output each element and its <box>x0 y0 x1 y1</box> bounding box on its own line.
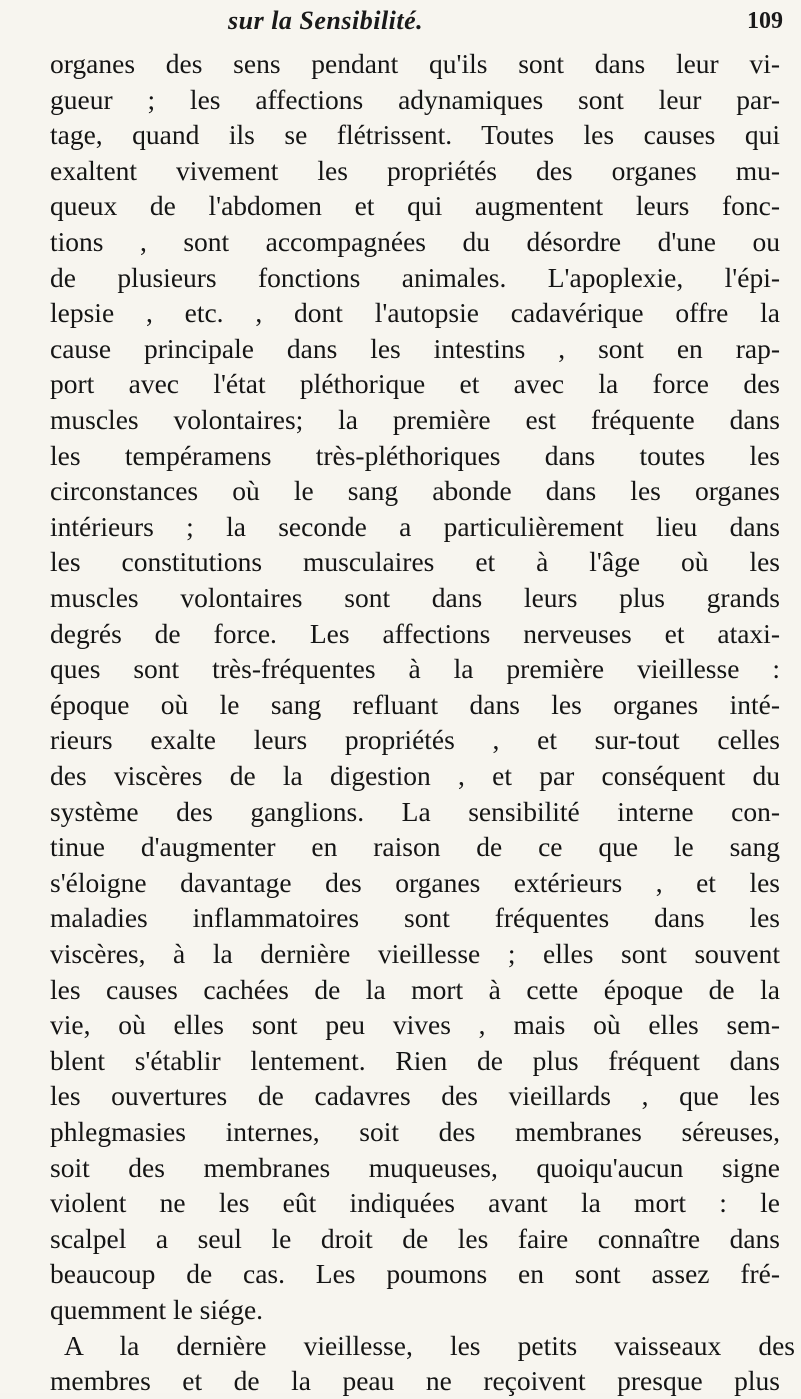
text-line: cause principale dans les intestins , sont en rap- <box>50 332 780 364</box>
text-line: intérieurs ; la seconde a particulièrement lieu dans <box>50 510 780 542</box>
text-line: les causes cachées de la mort à cette époque de la <box>50 973 780 1005</box>
page-number: 109 <box>747 8 783 34</box>
text-line: lepsie , etc. , dont l'autopsie cadavérique offre la <box>50 297 780 329</box>
text-line: époque où le sang refluant dans les organes inté- <box>50 688 780 720</box>
text-line: vie, où elles sont peu vives , mais où elles sem- <box>50 1009 780 1041</box>
text-line: muscles volontaires; la première est fréquente dans <box>50 404 780 435</box>
text-line: ques sont très-fréquentes à la première vieillesse : <box>50 653 780 685</box>
text-line: s'éloigne davantage des organes extérieurs , et les <box>50 866 780 898</box>
text-line: soit des membranes muqueuses, quoiqu'aucun signe <box>50 1151 780 1183</box>
text-line: maladies inflammatoires sont fréquentes dans les <box>50 902 780 934</box>
text-line: tage, quand ils se flétrissent. Toutes les causes qui <box>50 119 780 151</box>
text-line: tinue d'augmenter en raison de ce que le sang <box>50 831 780 863</box>
text-line: les constitutions musculaires et à l'âge où les <box>50 546 780 578</box>
text-line: de plusieurs fonctions animales. L'apoplexie, l'épi- <box>50 261 780 293</box>
text-line: membres et de la peau ne reçoivent presque plus <box>50 1365 780 1397</box>
text-line: tions , sont accompagnées du désordre d'une ou <box>50 226 780 257</box>
text-line: organes des sens pendant qu'ils sont dans leur vi- <box>50 48 780 79</box>
text-line: muscles volontaires sont dans leurs plus grands <box>50 582 780 613</box>
text-line: queux de l'abdomen et qui augmentent leurs fonc- <box>50 190 780 222</box>
text-line: viscères, à la dernière vieillesse ; elles sont souvent <box>50 938 780 969</box>
running-title: sur la Sensibilité. <box>228 6 424 35</box>
text-line: les tempéramens très-pléthoriques dans toutes les <box>50 439 780 471</box>
running-head <box>0 6 801 40</box>
text-line: phlegmasies internes, soit des membranes séreuses, <box>50 1116 780 1147</box>
text-line: blent s'établir lentement. Rien de plus fréquent dans <box>50 1044 780 1076</box>
text-line: rieurs exalte leurs propriétés , et sur-tout celles <box>50 724 780 756</box>
text-line: circonstances où le sang abonde dans les organes <box>50 475 780 507</box>
text-line: des viscères de la digestion , et par conséquent du <box>50 760 780 791</box>
text-line: gueur ; les affections adynamiques sont leur par- <box>50 83 780 115</box>
text-line: scalpel a seul le droit de les faire connaître dans <box>50 1222 780 1254</box>
text-line: violent ne les eût indiquées avant la mort : le <box>50 1187 780 1219</box>
text-line: port avec l'état pléthorique et avec la force des <box>50 368 780 400</box>
text-line: exaltent vivement les propriétés des organes mu- <box>50 154 780 186</box>
text-line: A la dernière vieillesse, les petits vaisseaux des <box>64 1329 795 1361</box>
text-line: les ouvertures de cadavres des vieillards , que les <box>50 1080 780 1112</box>
text-line: beaucoup de cas. Les poumons en sont assez fré- <box>50 1258 780 1290</box>
text-line: système des ganglions. La sensibilité interne con- <box>50 795 780 827</box>
text-line: quemment le siége. <box>50 1294 264 1325</box>
text-line: degrés de force. Les affections nerveuses et ataxi- <box>50 617 780 649</box>
